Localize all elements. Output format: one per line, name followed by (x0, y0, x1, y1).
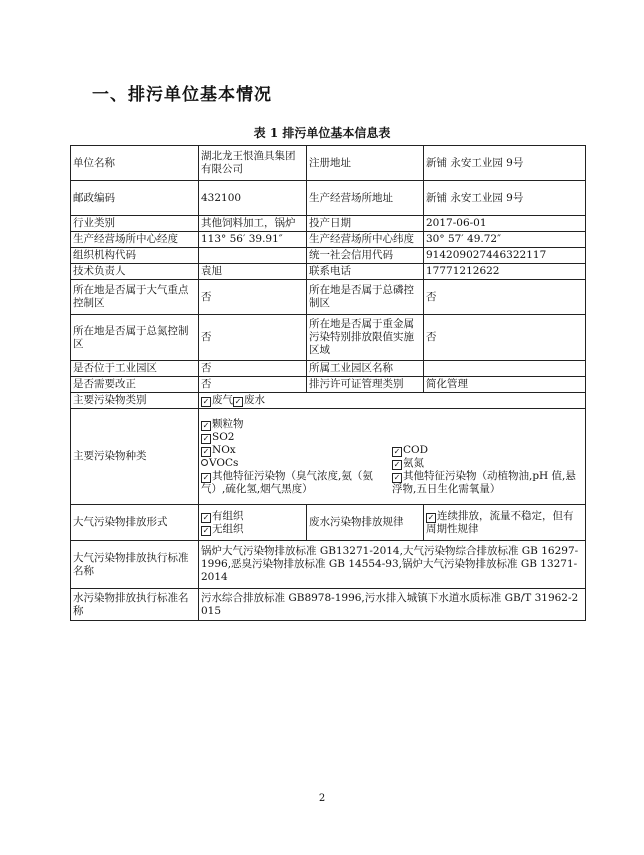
pollutant-label: 氨氮 (403, 456, 424, 469)
checkbox-checked-icon: ✓ (202, 446, 210, 456)
table-row (71, 264, 586, 280)
label-cell: 大气污染物排放执行标准名称 (71, 541, 199, 589)
label-cell: 所在地是否属于总磷控制区 (307, 280, 424, 315)
pollutant-item (201, 470, 392, 496)
checkbox-checked-icon: ✓ (202, 512, 210, 522)
pollutant-label: 其他特征污染物（动植物油,pH 值,悬浮物,五日生化需氧量） (392, 469, 576, 495)
checkbox-checked-icon: ✓ (393, 446, 401, 456)
category-item: 废气 (212, 394, 233, 406)
value-cell: 否 (424, 280, 586, 315)
value-cell (199, 505, 307, 541)
label-cell: 统一社会信用代码 (307, 248, 424, 264)
table-row (71, 589, 586, 621)
table-caption: 表 1 排污单位基本信息表 (253, 126, 391, 140)
value-cell: 914209027446322117 (424, 248, 586, 264)
pollutant-item (392, 457, 583, 470)
value-cell: 否 (199, 361, 307, 377)
value-cell: 否 (424, 315, 586, 361)
pollutant-item (201, 431, 392, 444)
table-row (71, 216, 586, 232)
value-cell: 432100 (199, 181, 307, 216)
label-cell: 所属工业园区名称 (307, 361, 424, 377)
emission-form-item: 无组织 (212, 522, 244, 535)
pollutant-grid (201, 418, 583, 496)
pollutant-label: 其他特征污染物（臭气浓度,氨（氨气）,硫化氢,烟气黑度） (201, 469, 373, 495)
pollutant-column-air (201, 418, 392, 496)
table-row (71, 315, 586, 361)
section-title: 一、排污单位基本情况 (92, 85, 272, 105)
checkbox-checked-icon: ✓ (202, 420, 210, 430)
value-cell: 否 (199, 280, 307, 315)
label-cell: 技术负责人 (71, 264, 199, 280)
label-cell: 所在地是否属于大气重点控制区 (71, 280, 199, 315)
checkbox-checked-icon: ✓ (393, 472, 401, 482)
category-item: 废水 (244, 394, 265, 406)
pollutant-item (392, 444, 583, 457)
label-cell: 主要污染物类别 (71, 393, 199, 409)
pollutant-label: NOx (212, 443, 236, 456)
value-cell: 30° 57′ 49.72″ (424, 232, 586, 248)
label-cell: 是否位于工业园区 (71, 361, 199, 377)
pollutant-item (201, 444, 392, 457)
value-cell: 简化管理 (424, 377, 586, 393)
value-cell: 17771212622 (424, 264, 586, 280)
label-cell: 生产经营场所中心经度 (71, 232, 199, 248)
pollutant-item (201, 418, 392, 431)
table-row (71, 377, 586, 393)
value-cell: 其他饲料加工，锅炉 (199, 216, 307, 232)
radio-empty-icon (201, 459, 208, 466)
table-row (71, 181, 586, 216)
value-cell: 113° 56′ 39.91″ (199, 232, 307, 248)
value-cell: 新铺 永安工业园 9号 (424, 181, 586, 216)
checkbox-checked-icon: ✓ (427, 512, 435, 522)
table-row (71, 248, 586, 264)
checkbox-checked-icon: ✓ (202, 525, 210, 535)
label-cell: 生产经营场所地址 (307, 181, 424, 216)
pollutant-label: VOCs (209, 456, 239, 469)
checkbox-checked-icon: ✓ (202, 433, 210, 443)
checkbox-checked-icon: ✓ (202, 472, 210, 482)
value-cell (199, 248, 307, 264)
label-cell: 大气污染物排放形式 (71, 505, 199, 541)
label-cell: 行业类别 (71, 216, 199, 232)
value-cell: 污水综合排放标准 GB8978-1996,污水排入城镇下水道水质标准 GB/T 31962-2015 (199, 589, 586, 621)
info-table (70, 145, 586, 621)
label-cell: 邮政编码 (71, 181, 199, 216)
pollutant-label: COD (403, 443, 429, 456)
table-row (71, 409, 586, 505)
label-cell: 投产日期 (307, 216, 424, 232)
pollutant-item (392, 470, 583, 496)
discharge-pattern: 连续排放，流量不稳定，但有周期性规律 (426, 509, 574, 535)
checkbox-checked-icon: ✓ (234, 397, 242, 406)
checkbox-checked-icon: ✓ (202, 397, 210, 406)
label-cell: 组织机构代码 (71, 248, 199, 264)
value-cell: 袁旭 (199, 264, 307, 280)
value-cell (424, 505, 586, 541)
label-cell: 主要污染物种类 (71, 409, 199, 505)
label-cell: 联系电话 (307, 264, 424, 280)
value-cell: 锅炉大气污染物排放标准 GB13271-2014,大气污染物综合排放标准 GB 16297-1996,恶臭污染物排放标准 GB 14554-93,锅炉大气污染物排放标准 GB 13271-2014 (199, 541, 586, 589)
label-cell: 单位名称 (71, 146, 199, 181)
value-cell: 否 (199, 315, 307, 361)
value-cell: 2017-06-01 (424, 216, 586, 232)
table-row (71, 146, 586, 181)
label-cell: 所在地是否属于重金属污染特别排放限值实施区域 (307, 315, 424, 361)
table-row (71, 505, 586, 541)
label-cell: 排污许可证管理类别 (307, 377, 424, 393)
value-cell (424, 361, 586, 377)
pollutant-label: 颗粒物 (212, 417, 244, 430)
value-cell (199, 409, 586, 505)
value-cell: 湖北龙王恨渔具集团有限公司 (199, 146, 307, 181)
value-cell (199, 393, 586, 409)
pollutant-label: SO2 (212, 430, 235, 443)
label-cell: 生产经营场所中心纬度 (307, 232, 424, 248)
table-row (71, 232, 586, 248)
label-cell: 废水污染物排放规律 (307, 505, 424, 541)
table-row (71, 541, 586, 589)
label-cell: 水污染物排放执行标准名称 (71, 589, 199, 621)
page-number: 2 (318, 793, 326, 804)
label-cell: 是否需要改正 (71, 377, 199, 393)
pollutant-item (201, 457, 392, 470)
table-row (71, 361, 586, 377)
emission-form-item: 有组织 (212, 509, 244, 522)
table-row (71, 393, 586, 409)
value-cell: 否 (199, 377, 307, 393)
label-cell: 注册地址 (307, 146, 424, 181)
checkbox-checked-icon: ✓ (393, 459, 401, 469)
label-cell: 所在地是否属于总氮控制区 (71, 315, 199, 361)
value-cell: 新铺 永安工业园 9号 (424, 146, 586, 181)
table-row (71, 280, 586, 315)
pollutant-column-water (392, 418, 583, 496)
